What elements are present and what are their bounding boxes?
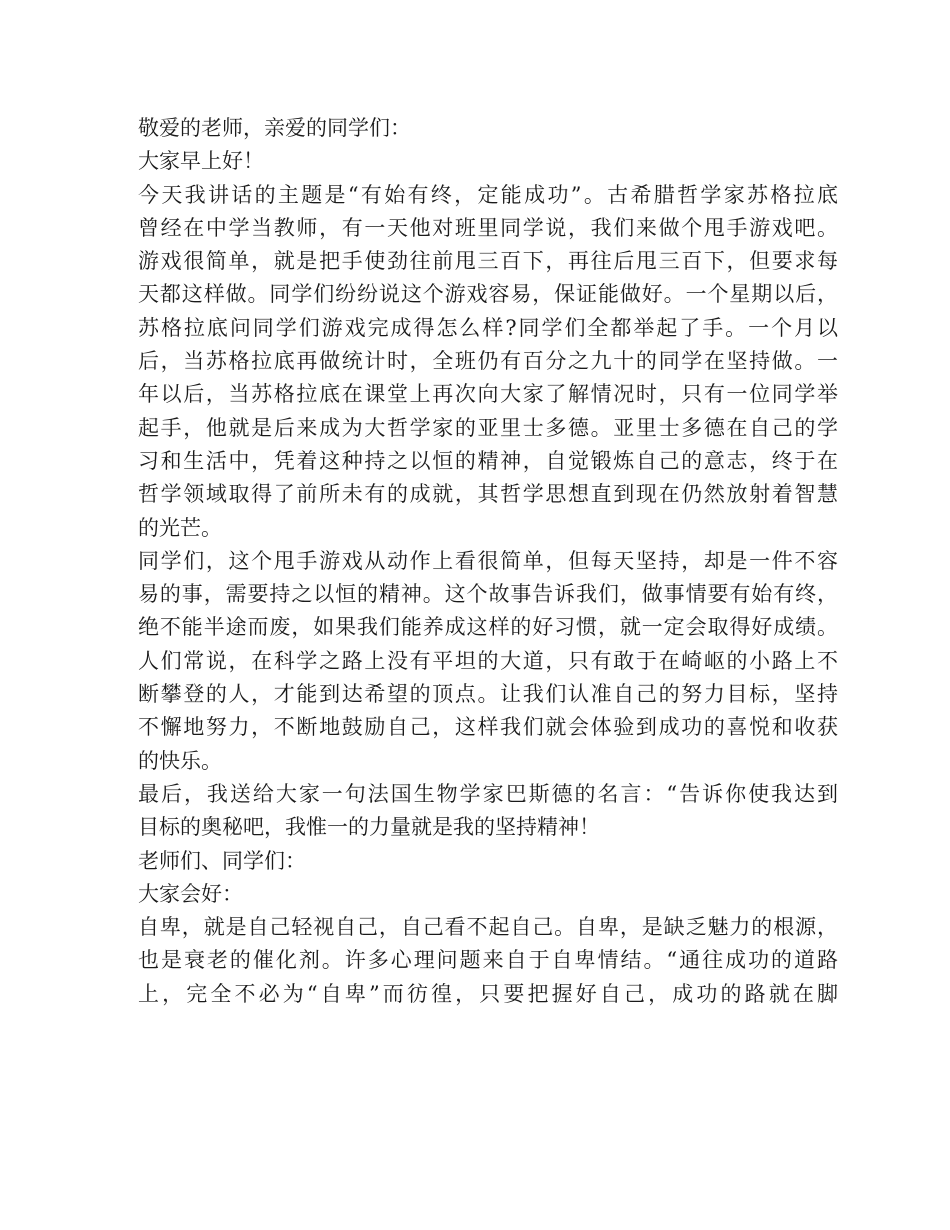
text-line: 年以后，当苏格拉底在课堂上再次向大家了解情况时，只有一位同学举 bbox=[138, 382, 838, 407]
text-line: 绝不能半途而废，如果我们能养成这样的好习惯，就一定会取得好成绩。 bbox=[138, 615, 838, 640]
text-line: 游戏很简单，就是把手使劲往前甩三百下，再往后甩三百下，但要求每 bbox=[138, 249, 838, 274]
text-line: 目标的奥秘吧，我惟一的力量就是我的坚持精神！ bbox=[138, 815, 600, 840]
text-line: 起手，他就是后来成为大哲学家的亚里士多德。亚里士多德在自己的学 bbox=[138, 415, 838, 440]
text-line: 苏格拉底问同学们游戏完成得怎么样?同学们全都举起了手。一个月以 bbox=[138, 315, 838, 340]
text-line: 哲学领域取得了前所未有的成就，其哲学思想直到现在仍然放射着智慧 bbox=[138, 482, 838, 507]
text-line: 也是衰老的催化剂。许多心理问题来自于自卑情结。“通往成功的道路 bbox=[138, 948, 838, 973]
text-line: 易的事，需要持之以恒的精神。这个故事告诉我们，做事情要有始有终， bbox=[138, 582, 838, 607]
text-line: 的光芒。 bbox=[138, 515, 222, 540]
text-line: 后，当苏格拉底再做统计时，全班仍有百分之九十的同学在坚持做。一 bbox=[138, 349, 838, 374]
document-page bbox=[138, 112, 838, 1011]
text-line: 今天我讲话的主题是“有始有终，定能成功”。古希腊哲学家苏格拉底 bbox=[138, 182, 838, 207]
text-line: 断攀登的人，才能到达希望的顶点。让我们认准自己的努力目标，坚持 bbox=[138, 682, 838, 707]
text-line: 不懈地努力，不断地鼓励自己，这样我们就会体验到成功的喜悦和收获 bbox=[138, 715, 838, 740]
text-line: 最后，我送给大家一句法国生物学家巴斯德的名言：“告诉你使我达到 bbox=[138, 781, 838, 806]
text-line: 大家早上好！ bbox=[138, 149, 264, 174]
text-line: 曾经在中学当教师，有一天他对班里同学说，我们来做个甩手游戏吧。 bbox=[138, 215, 838, 240]
text-line: 天都这样做。同学们纷纷说这个游戏容易，保证能做好。一个星期以后， bbox=[138, 282, 838, 307]
text-line: 习和生活中，凭着这种持之以恒的精神，自觉锻炼自己的意志，终于在 bbox=[138, 448, 838, 473]
text-line: 大家会好： bbox=[138, 881, 243, 906]
text-line: 的快乐。 bbox=[138, 748, 222, 773]
text-line: 自卑，就是自己轻视自己，自己看不起自己。自卑，是缺乏魅力的根源， bbox=[138, 915, 838, 940]
text-line: 上，完全不必为“自卑”而彷徨，只要把握好自己，成功的路就在脚 bbox=[138, 981, 838, 1006]
text-line: 老师们、同学们： bbox=[138, 848, 306, 873]
text-line: 敬爱的老师，亲爱的同学们： bbox=[138, 116, 411, 140]
text-line: 人们常说，在科学之路上没有平坦的大道，只有敢于在崎岖的小路上不 bbox=[138, 648, 838, 673]
text-line: 同学们，这个甩手游戏从动作上看很简单，但每天坚持，却是一件不容 bbox=[138, 548, 838, 573]
